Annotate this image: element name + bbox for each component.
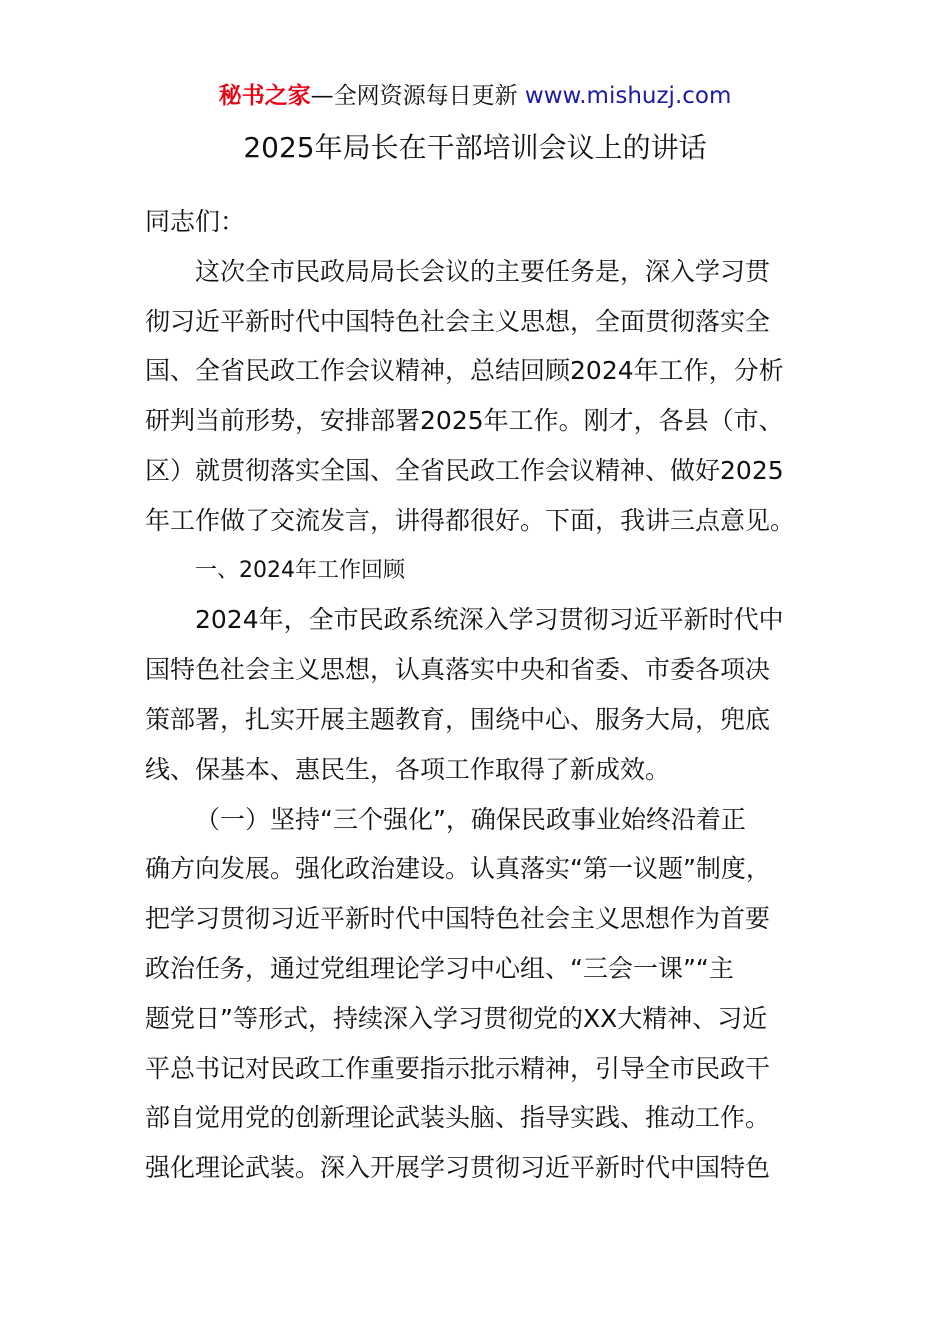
paragraph-line: 彻习近平新时代中国特色社会主义思想，全面贯彻落实全 — [145, 306, 771, 336]
paragraph-line: 平总书记对民政工作重要指示批示精神，引导全市民政干 — [145, 1053, 771, 1083]
salutation: 同志们： — [145, 207, 246, 236]
paragraph-line: 策部署，扎实开展主题教育，围绕中心、服务大局，兜底 — [145, 704, 771, 734]
paragraph-line: 政治任务，通过党组理论学习中心组、“三会一课”“主 — [145, 953, 734, 983]
header-tagline: —全网资源每日更新 — [310, 83, 518, 109]
paragraph-line: 研判当前形势，安排部署2025年工作。刚才，各县（市、 — [145, 406, 784, 436]
document-title: 2025年局长在干部培训会议上的讲话 — [243, 131, 707, 164]
brand-name: 秘书之家 — [218, 83, 311, 109]
paragraph-line: 国特色社会主义思想，认真落实中央和省委、市委各项决 — [145, 655, 771, 685]
paragraph-line: 这次全市民政局局长会议的主要任务是，深入学习贯 — [195, 256, 771, 286]
paragraph-line: 部自觉用党的创新理论武装头脑、指导实践、推动工作。 — [145, 1103, 771, 1133]
site-header — [0, 78, 950, 114]
section-heading: 一、2024年工作回顾 — [195, 557, 405, 583]
paragraph-line: 2024年，全市民政系统深入学习贯彻习近平新时代中 — [195, 605, 784, 635]
site-url-link[interactable]: www.mishuzj.com — [524, 83, 732, 109]
paragraph-line: 国、全省民政工作会议精神，总结回顾2024年工作，分析 — [145, 356, 784, 386]
paragraph-line: 题党日”等形式，持续深入学习贯彻党的XX大精神、习近 — [145, 1003, 768, 1033]
paragraph-line: 线、保基本、惠民生，各项工作取得了新成效。 — [145, 754, 671, 784]
paragraph-line: （一）坚持“三个强化”，确保民政事业始终沿着正 — [195, 804, 746, 834]
paragraph-line: 强化理论武装。深入开展学习贯彻习近平新时代中国特色 — [145, 1153, 771, 1183]
paragraph-line: 区）就贯彻落实全国、全省民政工作会议精神、做好2025 — [145, 455, 784, 485]
document-body — [145, 197, 845, 1193]
paragraph-line: 年工作做了交流发言，讲得都很好。下面，我讲三点意见。 — [145, 505, 796, 535]
paragraph-line: 把学习贯彻习近平新时代中国特色社会主义思想作为首要 — [145, 904, 771, 934]
paragraph-line: 确方向发展。强化政治建设。认真落实“第一议题”制度， — [145, 854, 771, 884]
